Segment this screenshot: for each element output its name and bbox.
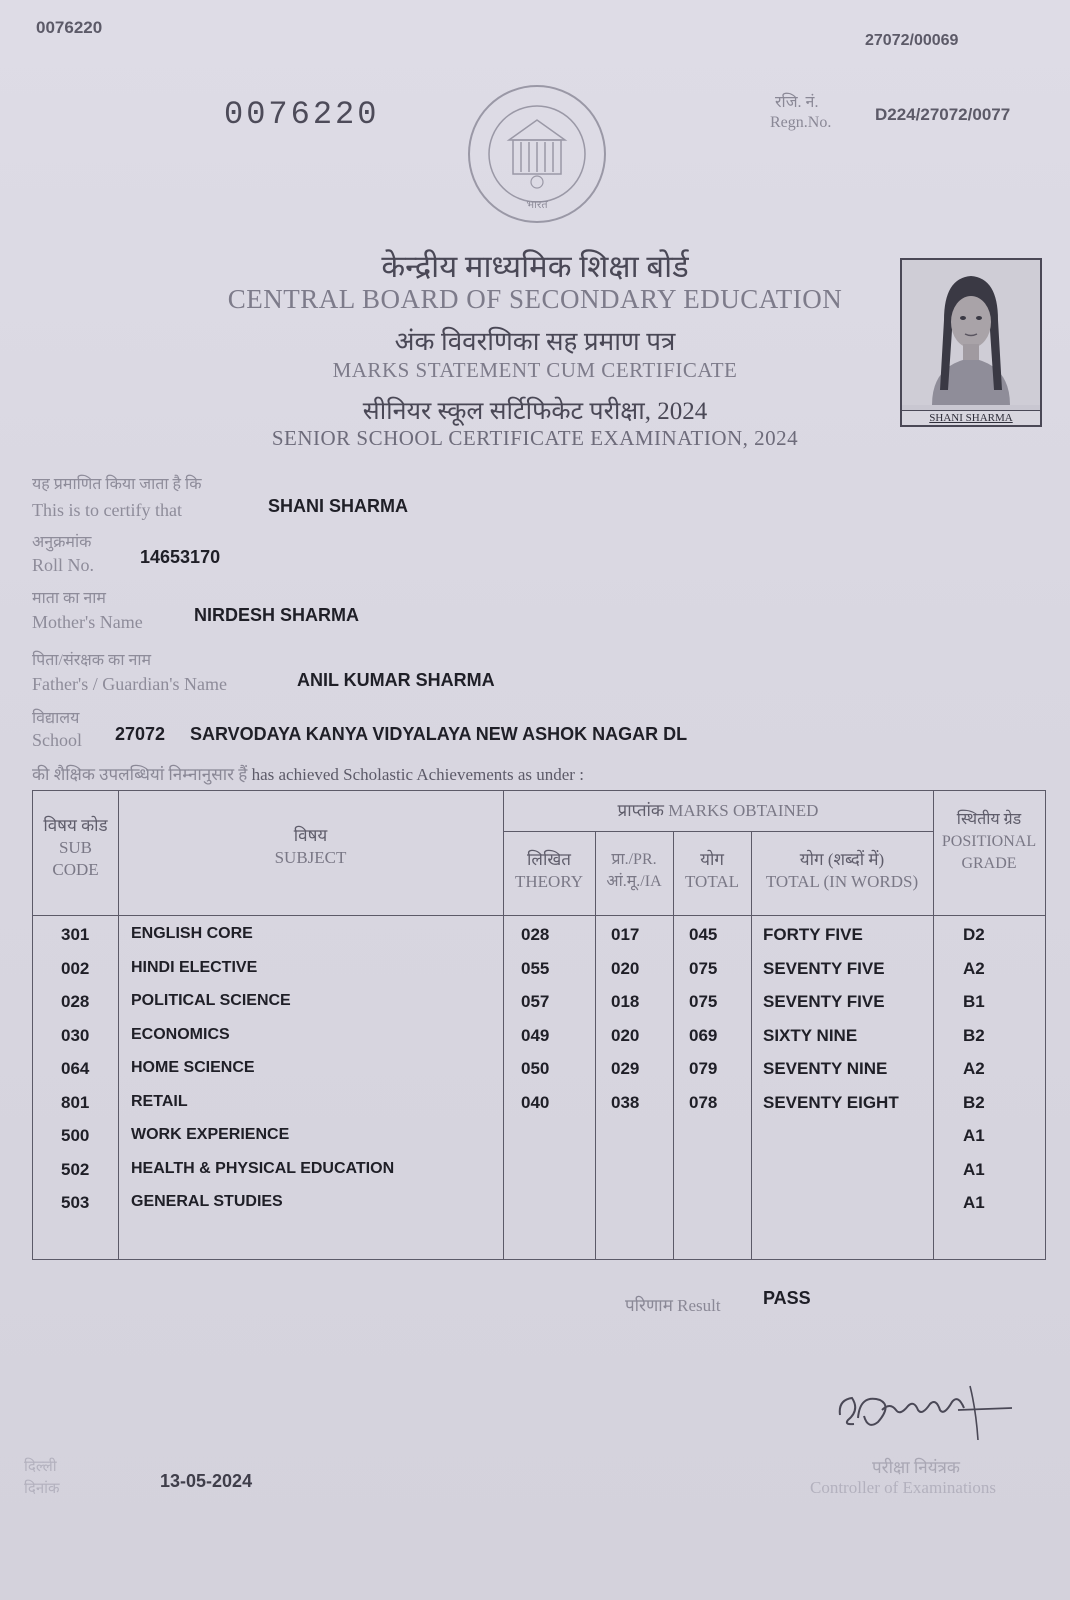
document-title-hindi: अंक विवरणिका सह प्रमाण पत्र (394, 327, 676, 356)
student-photo-icon (902, 260, 1040, 405)
document-title-english: MARKS STATEMENT CUM CERTIFICATE (332, 358, 738, 382)
cell-grade: A2 (963, 958, 985, 978)
result-label: परिणाम Result (625, 1296, 721, 1315)
cell-sub-code: 502 (61, 1159, 90, 1179)
header-subject-hindi: विषय (293, 826, 328, 845)
cell-total-words: SEVENTY FIVE (763, 992, 885, 1011)
student-photo (900, 258, 1042, 427)
header-grade-english: POSITIONAL (941, 833, 1037, 850)
table-divider (751, 831, 752, 1259)
cell-subject: ENGLISH CORE (131, 925, 253, 942)
controller-label-english: Controller of Examinations (810, 1478, 997, 1497)
cell-total: 079 (689, 1059, 718, 1078)
place-label: दिल्ली (24, 1459, 57, 1475)
cell-total: 075 (689, 958, 718, 978)
issue-date: 13-05-2024 (160, 1471, 253, 1491)
header-sub-code (33, 815, 118, 881)
cell-sub-code: 500 (61, 1126, 90, 1145)
header-practical-line1: प्रा./PR. (611, 851, 657, 868)
table-divider (503, 831, 933, 832)
header-grade-hindi: स्थितीय ग्रेड (956, 811, 1022, 828)
cell-total: 045 (689, 925, 718, 944)
cell-subject: POLITICAL SCIENCE (131, 992, 291, 1009)
cell-grade: D2 (963, 925, 985, 944)
exam-title-hindi: सीनियर स्कूल सर्टिफिकेट परीक्षा, 2024 (362, 398, 708, 425)
cell-total-words: FORTY FIVE (763, 925, 863, 944)
reference-number-top: 27072/00069 (865, 32, 959, 49)
certify-label-hindi: यह प्रमाणित किया जाता है कि (32, 476, 202, 493)
cell-theory: 028 (521, 925, 550, 944)
father-name: ANIL KUMAR SHARMA (297, 670, 495, 690)
result-value: PASS (763, 1288, 811, 1308)
cell-total-words: SEVENTY EIGHT (763, 1092, 899, 1112)
cell-grade: B2 (963, 1025, 985, 1045)
cell-total-words: SEVENTY NINE (763, 1059, 888, 1078)
father-label-english: Father's / Guardian's Name (32, 674, 227, 694)
header-total-words-hindi: योग (शब्दों में) (799, 850, 885, 869)
header-sub-code-english: SUB (58, 838, 93, 857)
header-total-words-english: TOTAL (IN WORDS) (765, 872, 919, 891)
roll-label-english: Roll No. (32, 555, 95, 575)
cell-sub-code: 503 (61, 1193, 90, 1212)
cell-subject: WORK EXPERIENCE (131, 1126, 290, 1143)
school-name: SARVODAYA KANYA VIDYALAYA NEW ASHOK NAGAR DL (190, 724, 688, 744)
cell-sub-code: 030 (61, 1025, 90, 1045)
cell-practical: 017 (611, 925, 640, 944)
school-label-hindi: विद्यालय (32, 710, 80, 727)
mother-name: NIRDESH SHARMA (194, 605, 360, 625)
header-marks-english: MARKS OBTAINED (668, 801, 819, 820)
header-theory (503, 849, 595, 893)
header-subject (118, 825, 503, 869)
cell-total: 078 (689, 1092, 718, 1112)
photo-caption: SHANI SHARMA (902, 410, 1040, 425)
header-sub-code-hindi: विषय कोड (43, 816, 108, 835)
mother-label-hindi: माता का नाम (32, 590, 107, 607)
exam-title-english: SENIOR SCHOOL CERTIFICATE EXAMINATION, 2024 (271, 426, 799, 450)
school-label-english: School (32, 730, 83, 750)
cell-total-words: SEVENTY FIVE (763, 958, 885, 978)
roll-number: 14653170 (140, 547, 221, 567)
header-total-english: TOTAL (684, 872, 740, 891)
table-divider (673, 831, 674, 1259)
emblem-text: भारत (526, 198, 548, 211)
cell-sub-code: 028 (61, 992, 90, 1011)
achievement-label-english: has achieved Scholastic Achievements as under : (251, 765, 584, 784)
cell-subject: HOME SCIENCE (131, 1059, 255, 1076)
achievement-label-hindi: की शैक्षिक उपलब्धियां निम्नानुसार हैं (32, 765, 248, 784)
cell-total: 069 (689, 1025, 718, 1045)
header-total-words (751, 849, 933, 893)
header-grade-english: GRADE (961, 855, 1017, 872)
cell-sub-code: 801 (61, 1092, 90, 1112)
cell-theory: 055 (521, 958, 550, 978)
cell-practical: 038 (611, 1092, 640, 1112)
father-label-hindi: पिता/संरक्षक का नाम (32, 652, 152, 669)
cell-total-words: SIXTY NINE (763, 1025, 858, 1045)
cell-theory: 049 (521, 1025, 550, 1045)
cell-subject: ECONOMICS (131, 1025, 230, 1043)
mother-label-english: Mother's Name (32, 612, 143, 632)
cell-grade: A1 (963, 1193, 985, 1212)
header-sub-code-english: CODE (52, 860, 99, 879)
header-total-hindi: योग (700, 850, 724, 869)
cbse-emblem-icon (465, 82, 610, 227)
header-marks-obtained (503, 800, 933, 822)
cell-practical: 020 (611, 958, 640, 978)
cell-theory: 057 (521, 992, 550, 1011)
regn-label-hindi: रजि. नं. (775, 94, 819, 111)
cell-theory: 050 (521, 1059, 550, 1078)
cell-subject: RETAIL (131, 1092, 188, 1110)
header-theory-hindi: लिखित (527, 850, 571, 869)
header-total (673, 849, 751, 893)
regn-number: D224/27072/0077 (875, 105, 1011, 124)
header-practical-line2: आं.मू./IA (606, 873, 662, 890)
cell-subject: HEALTH & PHYSICAL EDUCATION (131, 1159, 395, 1177)
controller-signature-icon (830, 1380, 1030, 1450)
cell-grade: A1 (963, 1126, 985, 1145)
header-subject-english: SUBJECT (274, 848, 347, 867)
controller-label-hindi: परीक्षा नियंत्रक (872, 1458, 960, 1477)
cell-practical: 020 (611, 1025, 640, 1045)
table-header-divider (33, 915, 1045, 916)
cell-grade: A1 (963, 1159, 985, 1179)
school-code: 27072 (115, 724, 166, 744)
cell-grade: B2 (963, 1092, 985, 1112)
cell-subject: HINDI ELECTIVE (131, 958, 258, 976)
cell-grade: A2 (963, 1059, 985, 1078)
header-theory-english: THEORY (515, 872, 583, 891)
serial-number-large: 0076220 (224, 96, 380, 133)
board-name-hindi: केन्द्रीय माध्यमिक शिक्षा बोर्ड (381, 249, 689, 284)
header-marks-hindi: प्राप्तांक (617, 801, 664, 820)
marks-table (32, 790, 1046, 1260)
board-name-english: CENTRAL BOARD OF SECONDARY EDUCATION (227, 284, 843, 314)
cell-practical: 018 (611, 992, 640, 1011)
serial-number-top: 0076220 (36, 18, 103, 37)
cell-total: 075 (689, 992, 718, 1011)
cell-subject: GENERAL STUDIES (131, 1193, 283, 1210)
date-label: दिनांक (24, 1481, 60, 1497)
certify-label-english: This is to certify that (32, 500, 182, 520)
table-divider (595, 831, 596, 1259)
header-practical (595, 849, 673, 893)
header-grade (933, 809, 1045, 875)
achievement-line (32, 762, 584, 785)
cell-sub-code: 064 (61, 1059, 90, 1078)
cell-sub-code: 301 (61, 925, 90, 944)
roll-label-hindi: अनुक्रमांक (32, 534, 92, 551)
regn-label-english: Regn.No. (770, 114, 832, 131)
cell-practical: 029 (611, 1059, 640, 1078)
student-name: SHANI SHARMA (268, 496, 409, 516)
cell-grade: B1 (963, 992, 985, 1011)
cell-theory: 040 (521, 1092, 550, 1112)
cell-sub-code: 002 (61, 958, 90, 978)
